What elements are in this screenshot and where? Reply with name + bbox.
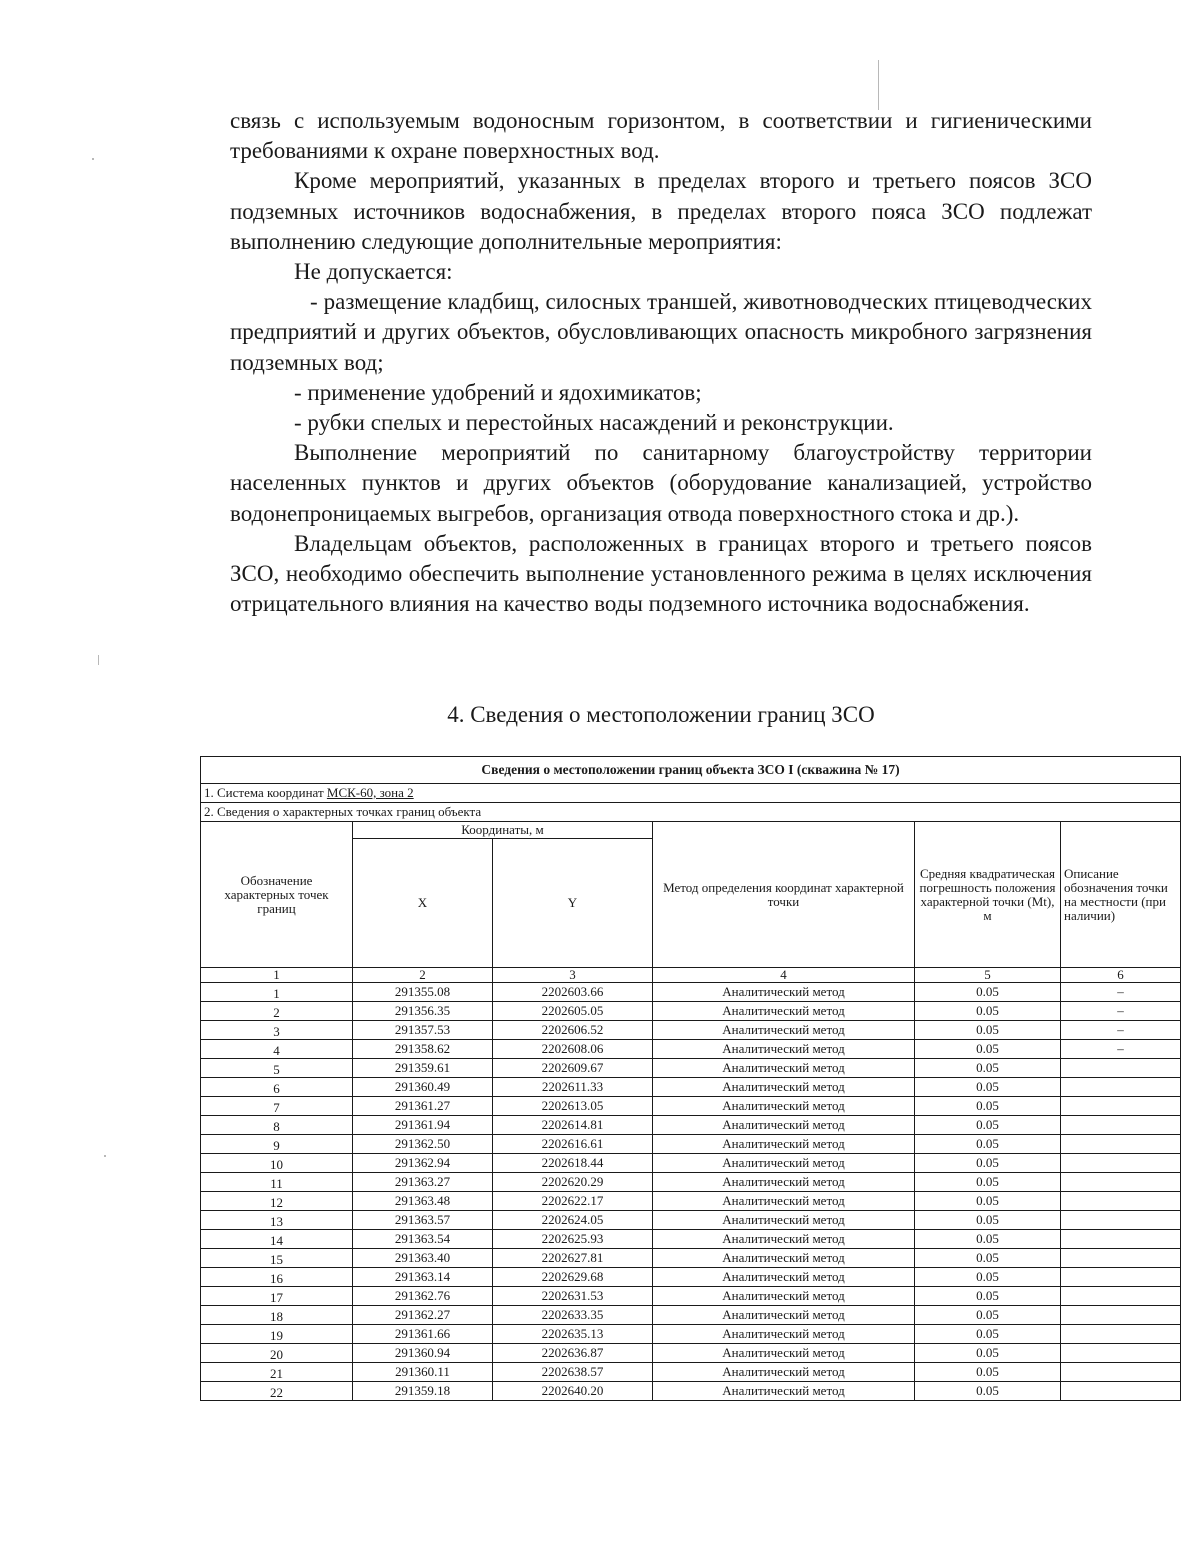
table-row [201, 1344, 1181, 1363]
point-id-cell: 8 [201, 1116, 353, 1135]
method-cell: Аналитический метод [653, 1173, 915, 1192]
error-cell: 0.05 [915, 1078, 1061, 1097]
table-row [201, 1097, 1181, 1116]
points-info-row: 2. Сведения о характерных точках границ объекта [201, 803, 1181, 822]
error-cell: 0.05 [915, 1192, 1061, 1211]
method-cell: Аналитический метод [653, 1287, 915, 1306]
header-method: Метод определения координат характерной точки [653, 822, 915, 968]
method-cell: Аналитический метод [653, 1078, 915, 1097]
point-id-cell: 13 [201, 1211, 353, 1230]
y-coordinate-cell: 2202616.61 [493, 1135, 653, 1154]
x-coordinate-cell: 291360.94 [353, 1344, 493, 1363]
description-cell: – [1061, 1021, 1181, 1040]
column-number: 5 [915, 968, 1061, 983]
table-row [201, 1059, 1181, 1078]
error-cell: 0.05 [915, 1249, 1061, 1268]
y-coordinate-cell: 2202605.05 [493, 1002, 653, 1021]
x-coordinate-cell: 291363.48 [353, 1192, 493, 1211]
description-cell [1061, 1059, 1181, 1078]
method-cell: Аналитический метод [653, 1097, 915, 1116]
section-title: 4. Сведения о местоположении границ ЗСО [447, 702, 875, 727]
x-coordinate-cell: 291363.14 [353, 1268, 493, 1287]
coordinate-system-value: МСК-60, зона 2 [326, 785, 414, 800]
point-id-cell: 2 [201, 1002, 353, 1021]
x-coordinate-cell: 291358.62 [353, 1040, 493, 1059]
paragraph-measures: Кроме мероприятий, указанных в пределах второго и третьего поясов ЗСО подземных источников водоснабжения, в пределах второго пояса ЗСО подлежат выполнению следующие дополнительные мероприятия: [230, 168, 1092, 254]
error-cell: 0.05 [915, 1287, 1061, 1306]
description-cell [1061, 1211, 1181, 1230]
table-row [201, 1287, 1181, 1306]
description-cell [1061, 1363, 1181, 1382]
paragraph-owners: Владельцам объектов, расположенных в границах второго и третьего поясов ЗСО, необходимо обеспечить выполнение установленного режима в целях исключения отрицательного влияния на качество воды подземного источника водоснабжения. [230, 530, 1092, 617]
error-cell: 0.05 [915, 1116, 1061, 1135]
description-cell [1061, 1287, 1181, 1306]
point-id-cell: 3 [201, 1021, 353, 1040]
table-row [201, 1249, 1181, 1268]
error-cell: 0.05 [915, 983, 1061, 1002]
y-coordinate-cell: 2202640.20 [493, 1382, 653, 1401]
method-cell: Аналитический метод [653, 1363, 915, 1382]
scan-artifact [104, 1155, 106, 1157]
x-coordinate-cell: 291363.57 [353, 1211, 493, 1230]
table-row [201, 1363, 1181, 1382]
error-cell: 0.05 [915, 1306, 1061, 1325]
method-cell: Аналитический метод [653, 1230, 915, 1249]
error-cell: 0.05 [915, 1268, 1061, 1287]
description-cell [1061, 1230, 1181, 1249]
x-coordinate-cell: 291361.66 [353, 1325, 493, 1344]
method-cell: Аналитический метод [653, 1249, 915, 1268]
description-cell [1061, 1382, 1181, 1401]
column-number: 1 [201, 968, 353, 983]
method-cell: Аналитический метод [653, 1040, 915, 1059]
y-coordinate-cell: 2202625.93 [493, 1230, 653, 1249]
error-cell: 0.05 [915, 1173, 1061, 1192]
description-cell [1061, 1344, 1181, 1363]
point-id-cell: 22 [201, 1382, 353, 1401]
method-cell: Аналитический метод [653, 1021, 915, 1040]
x-coordinate-cell: 291357.53 [353, 1021, 493, 1040]
table-row [201, 983, 1181, 1002]
point-id-cell: 20 [201, 1344, 353, 1363]
method-cell: Аналитический метод [653, 1306, 915, 1325]
point-id-cell: 15 [201, 1249, 353, 1268]
y-coordinate-cell: 2202631.53 [493, 1287, 653, 1306]
x-coordinate-cell: 291363.27 [353, 1173, 493, 1192]
x-coordinate-cell: 291359.61 [353, 1059, 493, 1078]
error-cell: 0.05 [915, 1040, 1061, 1059]
point-id-cell: 21 [201, 1363, 353, 1382]
boundary-points-table [200, 756, 1181, 1401]
description-cell [1061, 1154, 1181, 1173]
table-row [201, 1135, 1181, 1154]
description-cell [1061, 1135, 1181, 1154]
table-row [201, 1211, 1181, 1230]
method-cell: Аналитический метод [653, 1154, 915, 1173]
description-cell [1061, 1192, 1181, 1211]
method-cell: Аналитический метод [653, 983, 915, 1002]
point-id-cell: 1 [201, 983, 353, 1002]
table-row [201, 1154, 1181, 1173]
x-coordinate-cell: 291360.49 [353, 1078, 493, 1097]
point-id-cell: 7 [201, 1097, 353, 1116]
point-id-cell: 18 [201, 1306, 353, 1325]
table-row [201, 1325, 1181, 1344]
list-item-felling: - рубки спелых и перестойных насаждений и реконструкции. [294, 410, 894, 436]
error-cell: 0.05 [915, 1363, 1061, 1382]
description-cell [1061, 1249, 1181, 1268]
x-coordinate-cell: 291355.08 [353, 983, 493, 1002]
column-number: 6 [1061, 968, 1181, 983]
x-coordinate-cell: 291361.94 [353, 1116, 493, 1135]
description-cell: – [1061, 1040, 1181, 1059]
point-id-cell: 14 [201, 1230, 353, 1249]
x-coordinate-cell: 291362.94 [353, 1154, 493, 1173]
list-item-fertilizers: - применение удобрений и ядохимикатов; [294, 379, 702, 405]
method-cell: Аналитический метод [653, 1192, 915, 1211]
x-coordinate-cell: 291362.50 [353, 1135, 493, 1154]
error-cell: 0.05 [915, 1002, 1061, 1021]
point-id-cell: 9 [201, 1135, 353, 1154]
scan-artifact [878, 60, 879, 110]
boundary-table-container [200, 756, 1168, 1446]
header-x: X [353, 839, 493, 968]
y-coordinate-cell: 2202614.81 [493, 1116, 653, 1135]
error-cell: 0.05 [915, 1097, 1061, 1116]
header-designation: Обозначение характерных точек границ [201, 822, 353, 968]
y-coordinate-cell: 2202633.35 [493, 1306, 653, 1325]
x-coordinate-cell: 291361.27 [353, 1097, 493, 1116]
table-row [201, 1078, 1181, 1097]
y-coordinate-cell: 2202620.29 [493, 1173, 653, 1192]
header-coordinates: Координаты, м [353, 822, 653, 839]
y-coordinate-cell: 2202613.05 [493, 1097, 653, 1116]
description-cell [1061, 1325, 1181, 1344]
table-row [201, 1040, 1181, 1059]
scan-artifact [98, 655, 99, 665]
y-coordinate-cell: 2202624.05 [493, 1211, 653, 1230]
method-cell: Аналитический метод [653, 1325, 915, 1344]
point-id-cell: 5 [201, 1059, 353, 1078]
table-row [201, 1382, 1181, 1401]
x-coordinate-cell: 291363.54 [353, 1230, 493, 1249]
scan-artifact [92, 158, 94, 160]
description-cell [1061, 1097, 1181, 1116]
column-number: 4 [653, 968, 915, 983]
method-cell: Аналитический метод [653, 1059, 915, 1078]
y-coordinate-cell: 2202629.68 [493, 1268, 653, 1287]
x-coordinate-cell: 291360.11 [353, 1363, 493, 1382]
error-cell: 0.05 [915, 1382, 1061, 1401]
method-cell: Аналитический метод [653, 1382, 915, 1401]
table-row [201, 1192, 1181, 1211]
point-id-cell: 17 [201, 1287, 353, 1306]
paragraph-not-allowed: Не допускается: [294, 259, 453, 285]
point-id-cell: 19 [201, 1325, 353, 1344]
description-cell [1061, 1078, 1181, 1097]
table-row [201, 1230, 1181, 1249]
body-text [230, 106, 1092, 619]
header-error: Средняя квадратическая погрешность положения характерной точки (Mt), м [915, 822, 1061, 968]
description-cell: – [1061, 1002, 1181, 1021]
y-coordinate-cell: 2202627.81 [493, 1249, 653, 1268]
table-row [201, 1021, 1181, 1040]
method-cell: Аналитический метод [653, 1002, 915, 1021]
point-id-cell: 12 [201, 1192, 353, 1211]
column-number: 3 [493, 968, 653, 983]
x-coordinate-cell: 291362.27 [353, 1306, 493, 1325]
description-cell [1061, 1306, 1181, 1325]
table-row [201, 1173, 1181, 1192]
y-coordinate-cell: 2202611.33 [493, 1078, 653, 1097]
error-cell: 0.05 [915, 1344, 1061, 1363]
error-cell: 0.05 [915, 1211, 1061, 1230]
point-id-cell: 16 [201, 1268, 353, 1287]
error-cell: 0.05 [915, 1135, 1061, 1154]
method-cell: Аналитический метод [653, 1116, 915, 1135]
coordinate-system-row [201, 784, 1181, 803]
method-cell: Аналитический метод [653, 1135, 915, 1154]
y-coordinate-cell: 2202606.52 [493, 1021, 653, 1040]
description-cell [1061, 1116, 1181, 1135]
point-id-cell: 4 [201, 1040, 353, 1059]
y-coordinate-cell: 2202603.66 [493, 983, 653, 1002]
x-coordinate-cell: 291359.18 [353, 1382, 493, 1401]
description-cell [1061, 1268, 1181, 1287]
y-coordinate-cell: 2202609.67 [493, 1059, 653, 1078]
point-id-cell: 11 [201, 1173, 353, 1192]
point-id-cell: 10 [201, 1154, 353, 1173]
y-coordinate-cell: 2202638.57 [493, 1363, 653, 1382]
x-coordinate-cell: 291363.40 [353, 1249, 493, 1268]
description-cell: – [1061, 983, 1181, 1002]
error-cell: 0.05 [915, 1154, 1061, 1173]
error-cell: 0.05 [915, 1059, 1061, 1078]
coordinate-system-label: 1. Система координат [204, 785, 327, 800]
y-coordinate-cell: 2202635.13 [493, 1325, 653, 1344]
y-coordinate-cell: 2202608.06 [493, 1040, 653, 1059]
y-coordinate-cell: 2202622.17 [493, 1192, 653, 1211]
error-cell: 0.05 [915, 1325, 1061, 1344]
table-row [201, 1002, 1181, 1021]
paragraph-improvement: Выполнение мероприятий по санитарному благоустройству территории населенных пунктов и других объектов (оборудование канализацией, устройство водонепроницаемых выгребов, организация отвода поверхностного стока и др.). [230, 440, 1092, 526]
method-cell: Аналитический метод [653, 1211, 915, 1230]
column-numbers-row [201, 968, 1181, 983]
column-number: 2 [353, 968, 493, 983]
paragraph-continuation: связь с используемым водоносным горизонтом, в соответствии и гигиеническими требованиями к охране поверхностных вод. [230, 108, 1092, 164]
x-coordinate-cell: 291356.35 [353, 1002, 493, 1021]
table-row [201, 1268, 1181, 1287]
point-id-cell: 6 [201, 1078, 353, 1097]
error-cell: 0.05 [915, 1230, 1061, 1249]
method-cell: Аналитический метод [653, 1344, 915, 1363]
method-cell: Аналитический метод [653, 1268, 915, 1287]
y-coordinate-cell: 2202618.44 [493, 1154, 653, 1173]
table-row [201, 1306, 1181, 1325]
header-y: Y [493, 839, 653, 968]
header-description: Описание обозначения точки на местности (при наличии) [1061, 822, 1181, 968]
table-title: Сведения о местоположении границ объекта ЗСО I (скважина № 17) [201, 757, 1181, 784]
x-coordinate-cell: 291362.76 [353, 1287, 493, 1306]
list-item-cemeteries: - размещение кладбищ, силосных траншей, животноводческих птицеводческих предприятий и других объектов, обусловливающих опасность микробного загрязнения подземных вод; [230, 289, 1092, 375]
error-cell: 0.05 [915, 1021, 1061, 1040]
y-coordinate-cell: 2202636.87 [493, 1344, 653, 1363]
table-body [201, 983, 1181, 1401]
description-cell [1061, 1173, 1181, 1192]
table-row [201, 1116, 1181, 1135]
